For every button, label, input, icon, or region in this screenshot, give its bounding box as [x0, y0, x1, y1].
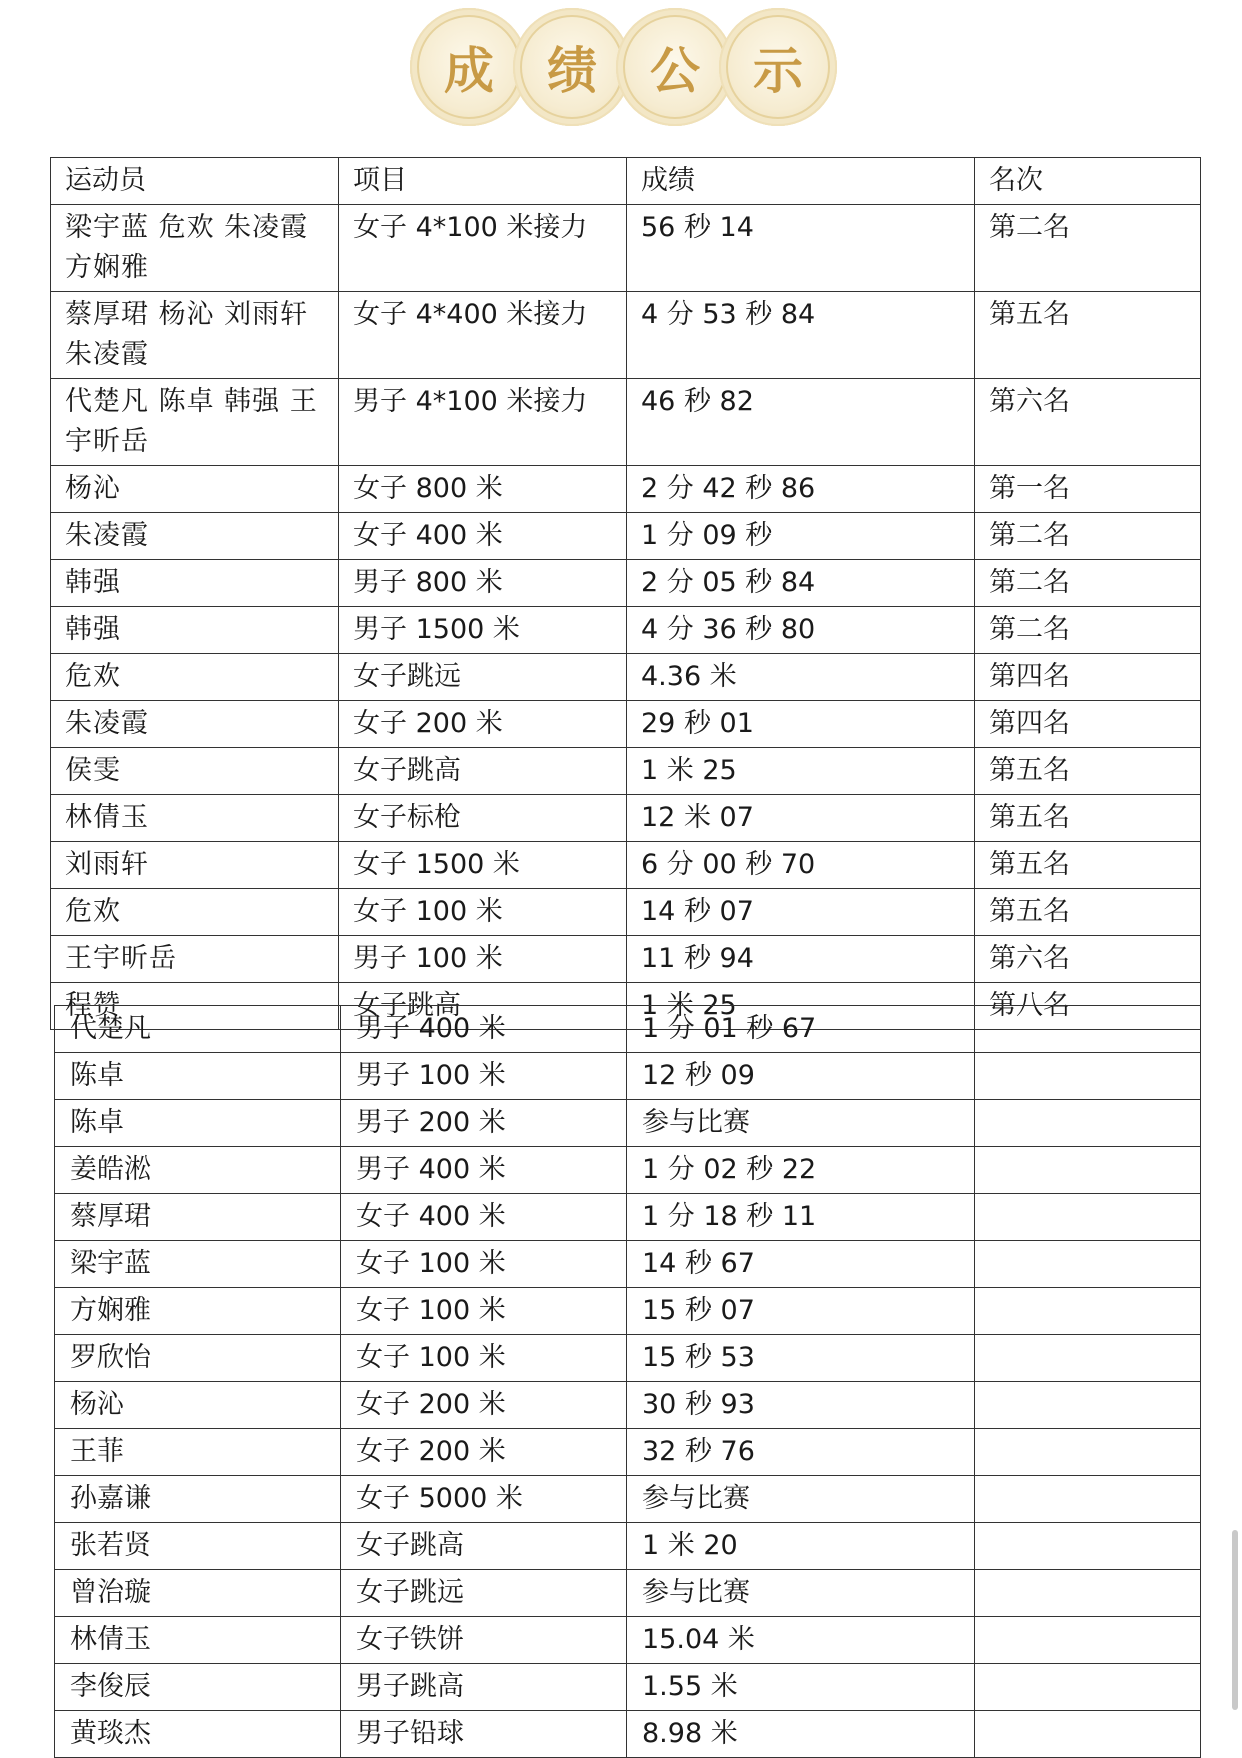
event-cell: 女子 5000 米 [341, 1476, 627, 1523]
rank-cell: 第四名 [975, 701, 1201, 748]
table-row [51, 748, 1201, 795]
rank-cell [975, 1288, 1201, 1335]
result-cell: 参与比赛 [627, 1570, 975, 1617]
table-row [51, 889, 1201, 936]
event-cell: 女子跳高 [339, 748, 627, 795]
rank-cell [975, 1523, 1201, 1570]
rank-cell: 第六名 [975, 379, 1201, 466]
header-cell: 项目 [339, 158, 627, 205]
athlete-cell: 姜皓淞 [55, 1147, 341, 1194]
table-row [51, 607, 1201, 654]
event-cell: 男子 100 米 [339, 936, 627, 983]
event-cell: 女子 100 米 [341, 1335, 627, 1382]
table-row [55, 1382, 1201, 1429]
table-row [55, 1476, 1201, 1523]
athlete-cell: 刘雨轩 [51, 842, 339, 889]
rank-cell [975, 1335, 1201, 1382]
event-cell: 男子 4*100 米接力 [339, 379, 627, 466]
table-row [55, 1570, 1201, 1617]
event-cell: 女子 200 米 [341, 1382, 627, 1429]
rank-cell: 第五名 [975, 748, 1201, 795]
result-cell: 15 秒 53 [627, 1335, 975, 1382]
table-row [51, 513, 1201, 560]
rank-cell: 第四名 [975, 654, 1201, 701]
athlete-cell: 韩强 [51, 560, 339, 607]
result-cell: 2 分 05 秒 84 [627, 560, 975, 607]
result-cell: 4 分 36 秒 80 [627, 607, 975, 654]
athlete-cell: 方娴雅 [55, 1288, 341, 1335]
rank-cell: 第二名 [975, 205, 1201, 292]
athlete-cell: 蔡厚珺 [55, 1194, 341, 1241]
result-cell: 32 秒 76 [627, 1429, 975, 1476]
table-row [55, 1147, 1201, 1194]
athlete-cell: 陈卓 [55, 1100, 341, 1147]
result-cell: 1 分 09 秒 [627, 513, 975, 560]
scrollbar[interactable] [1232, 1530, 1238, 1710]
event-cell: 男子 100 米 [341, 1053, 627, 1100]
result-cell: 11 秒 94 [627, 936, 975, 983]
athlete-cell: 罗欣怡 [55, 1335, 341, 1382]
event-cell: 女子 1500 米 [339, 842, 627, 889]
table-row [51, 379, 1201, 466]
title-char: 成 [444, 41, 494, 100]
table-row [55, 1617, 1201, 1664]
result-cell: 参与比赛 [627, 1476, 975, 1523]
participation-results-table [54, 1005, 1201, 1758]
title-char: 绩 [547, 41, 597, 100]
result-cell: 1 分 01 秒 67 [627, 1006, 975, 1053]
result-cell: 15.04 米 [627, 1617, 975, 1664]
rank-cell [975, 1194, 1201, 1241]
rank-cell [975, 1664, 1201, 1711]
result-cell: 56 秒 14 [627, 205, 975, 292]
event-cell: 男子 200 米 [341, 1100, 627, 1147]
athlete-cell: 曾治璇 [55, 1570, 341, 1617]
table-row [55, 1006, 1201, 1053]
event-cell: 女子 200 米 [339, 701, 627, 748]
athlete-cell: 危欢 [51, 654, 339, 701]
table-row [51, 205, 1201, 292]
table-row [51, 701, 1201, 748]
result-cell: 12 秒 09 [627, 1053, 975, 1100]
rank-cell [975, 1147, 1201, 1194]
table-row [55, 1429, 1201, 1476]
result-cell: 1 分 18 秒 11 [627, 1194, 975, 1241]
result-cell: 1 米 20 [627, 1523, 975, 1570]
table-row [51, 560, 1201, 607]
result-cell: 8.98 米 [627, 1711, 975, 1758]
athlete-cell: 林倩玉 [55, 1617, 341, 1664]
table-row [55, 1100, 1201, 1147]
athlete-cell: 危欢 [51, 889, 339, 936]
event-cell: 男子铅球 [341, 1711, 627, 1758]
rank-cell: 第八名 [975, 983, 1201, 1030]
athlete-cell: 林倩玉 [51, 795, 339, 842]
table-row [55, 1523, 1201, 1570]
rank-cell [975, 1053, 1201, 1100]
athlete-cell: 杨沁 [51, 466, 339, 513]
table-row [51, 795, 1201, 842]
result-cell: 6 分 00 秒 70 [627, 842, 975, 889]
result-cell: 1 分 02 秒 22 [627, 1147, 975, 1194]
athlete-cell: 代楚凡 陈卓 韩强 王宇昕岳 [51, 379, 339, 466]
result-cell: 12 米 07 [627, 795, 975, 842]
athlete-cell: 蔡厚珺 杨沁 刘雨轩 朱凌霞 [51, 292, 339, 379]
athlete-cell: 孙嘉谦 [55, 1476, 341, 1523]
rank-cell: 第二名 [975, 513, 1201, 560]
table-row [55, 1053, 1201, 1100]
event-cell: 女子铁饼 [341, 1617, 627, 1664]
athlete-cell: 侯雯 [51, 748, 339, 795]
result-cell: 1.55 米 [627, 1664, 975, 1711]
result-cell: 14 秒 67 [627, 1241, 975, 1288]
result-cell: 1 米 25 [627, 983, 975, 1030]
table-row [51, 292, 1201, 379]
rank-cell: 第一名 [975, 466, 1201, 513]
rank-cell: 第二名 [975, 607, 1201, 654]
event-cell: 女子 400 米 [341, 1194, 627, 1241]
header-cell: 成绩 [627, 158, 975, 205]
athlete-cell: 黄琰杰 [55, 1711, 341, 1758]
result-cell: 14 秒 07 [627, 889, 975, 936]
athlete-cell: 韩强 [51, 607, 339, 654]
result-cell: 4 分 53 秒 84 [627, 292, 975, 379]
event-cell: 女子跳远 [339, 654, 627, 701]
table-row [51, 466, 1201, 513]
event-cell: 女子 200 米 [341, 1429, 627, 1476]
event-cell: 女子 400 米 [339, 513, 627, 560]
rank-cell: 第六名 [975, 936, 1201, 983]
rank-cell: 第五名 [975, 292, 1201, 379]
table-row [51, 842, 1201, 889]
event-cell: 女子跳远 [341, 1570, 627, 1617]
athlete-cell: 陈卓 [55, 1053, 341, 1100]
rank-cell [975, 1570, 1201, 1617]
title-medal [513, 8, 631, 126]
result-cell: 2 分 42 秒 86 [627, 466, 975, 513]
athlete-cell: 张若贤 [55, 1523, 341, 1570]
header-cell: 运动员 [51, 158, 339, 205]
result-cell: 参与比赛 [627, 1100, 975, 1147]
title-char: 公 [650, 41, 700, 100]
athlete-cell: 梁宇蓝 危欢 朱凌霞 方娴雅 [51, 205, 339, 292]
event-cell: 女子 100 米 [341, 1288, 627, 1335]
athlete-cell: 李俊辰 [55, 1664, 341, 1711]
title-medal [719, 8, 837, 126]
table-row [55, 1241, 1201, 1288]
athlete-cell: 杨沁 [55, 1382, 341, 1429]
rank-cell: 第二名 [975, 560, 1201, 607]
table-row [51, 936, 1201, 983]
header-cell: 名次 [975, 158, 1201, 205]
rank-cell: 第五名 [975, 889, 1201, 936]
athlete-cell: 代楚凡 [55, 1006, 341, 1053]
rank-cell [975, 1617, 1201, 1664]
rank-cell [975, 1241, 1201, 1288]
table-row [55, 1288, 1201, 1335]
result-cell: 46 秒 82 [627, 379, 975, 466]
table-row [51, 654, 1201, 701]
result-cell: 30 秒 93 [627, 1382, 975, 1429]
title-char: 示 [753, 41, 803, 100]
event-cell: 男子 400 米 [341, 1006, 627, 1053]
event-cell: 女子标枪 [339, 795, 627, 842]
table-row [55, 1335, 1201, 1382]
header-row [51, 158, 1201, 205]
rank-cell: 第五名 [975, 842, 1201, 889]
title-banner [410, 8, 840, 126]
event-cell: 女子跳高 [339, 983, 627, 1030]
event-cell: 男子跳高 [341, 1664, 627, 1711]
athlete-cell: 王宇昕岳 [51, 936, 339, 983]
event-cell: 女子 4*400 米接力 [339, 292, 627, 379]
athlete-cell: 王菲 [55, 1429, 341, 1476]
athlete-cell: 朱凌霞 [51, 513, 339, 560]
table-row [55, 1711, 1201, 1758]
event-cell: 男子 1500 米 [339, 607, 627, 654]
rank-cell [975, 1006, 1201, 1053]
result-cell: 4.36 米 [627, 654, 975, 701]
event-cell: 女子跳高 [341, 1523, 627, 1570]
result-cell: 1 米 25 [627, 748, 975, 795]
title-medal [616, 8, 734, 126]
event-cell: 男子 400 米 [341, 1147, 627, 1194]
title-medal [410, 8, 528, 126]
event-cell: 女子 100 米 [339, 889, 627, 936]
table-row [55, 1194, 1201, 1241]
event-cell: 女子 4*100 米接力 [339, 205, 627, 292]
athlete-cell: 程赞 [51, 983, 339, 1030]
athlete-cell: 梁宇蓝 [55, 1241, 341, 1288]
event-cell: 男子 800 米 [339, 560, 627, 607]
athlete-cell: 朱凌霞 [51, 701, 339, 748]
rank-cell: 第五名 [975, 795, 1201, 842]
rank-cell [975, 1711, 1201, 1758]
ranked-results-table [50, 157, 1201, 1030]
rank-cell [975, 1429, 1201, 1476]
result-cell: 15 秒 07 [627, 1288, 975, 1335]
event-cell: 女子 800 米 [339, 466, 627, 513]
event-cell: 女子 100 米 [341, 1241, 627, 1288]
rank-cell [975, 1476, 1201, 1523]
rank-cell [975, 1100, 1201, 1147]
rank-cell [975, 1382, 1201, 1429]
result-cell: 29 秒 01 [627, 701, 975, 748]
table-row [55, 1664, 1201, 1711]
